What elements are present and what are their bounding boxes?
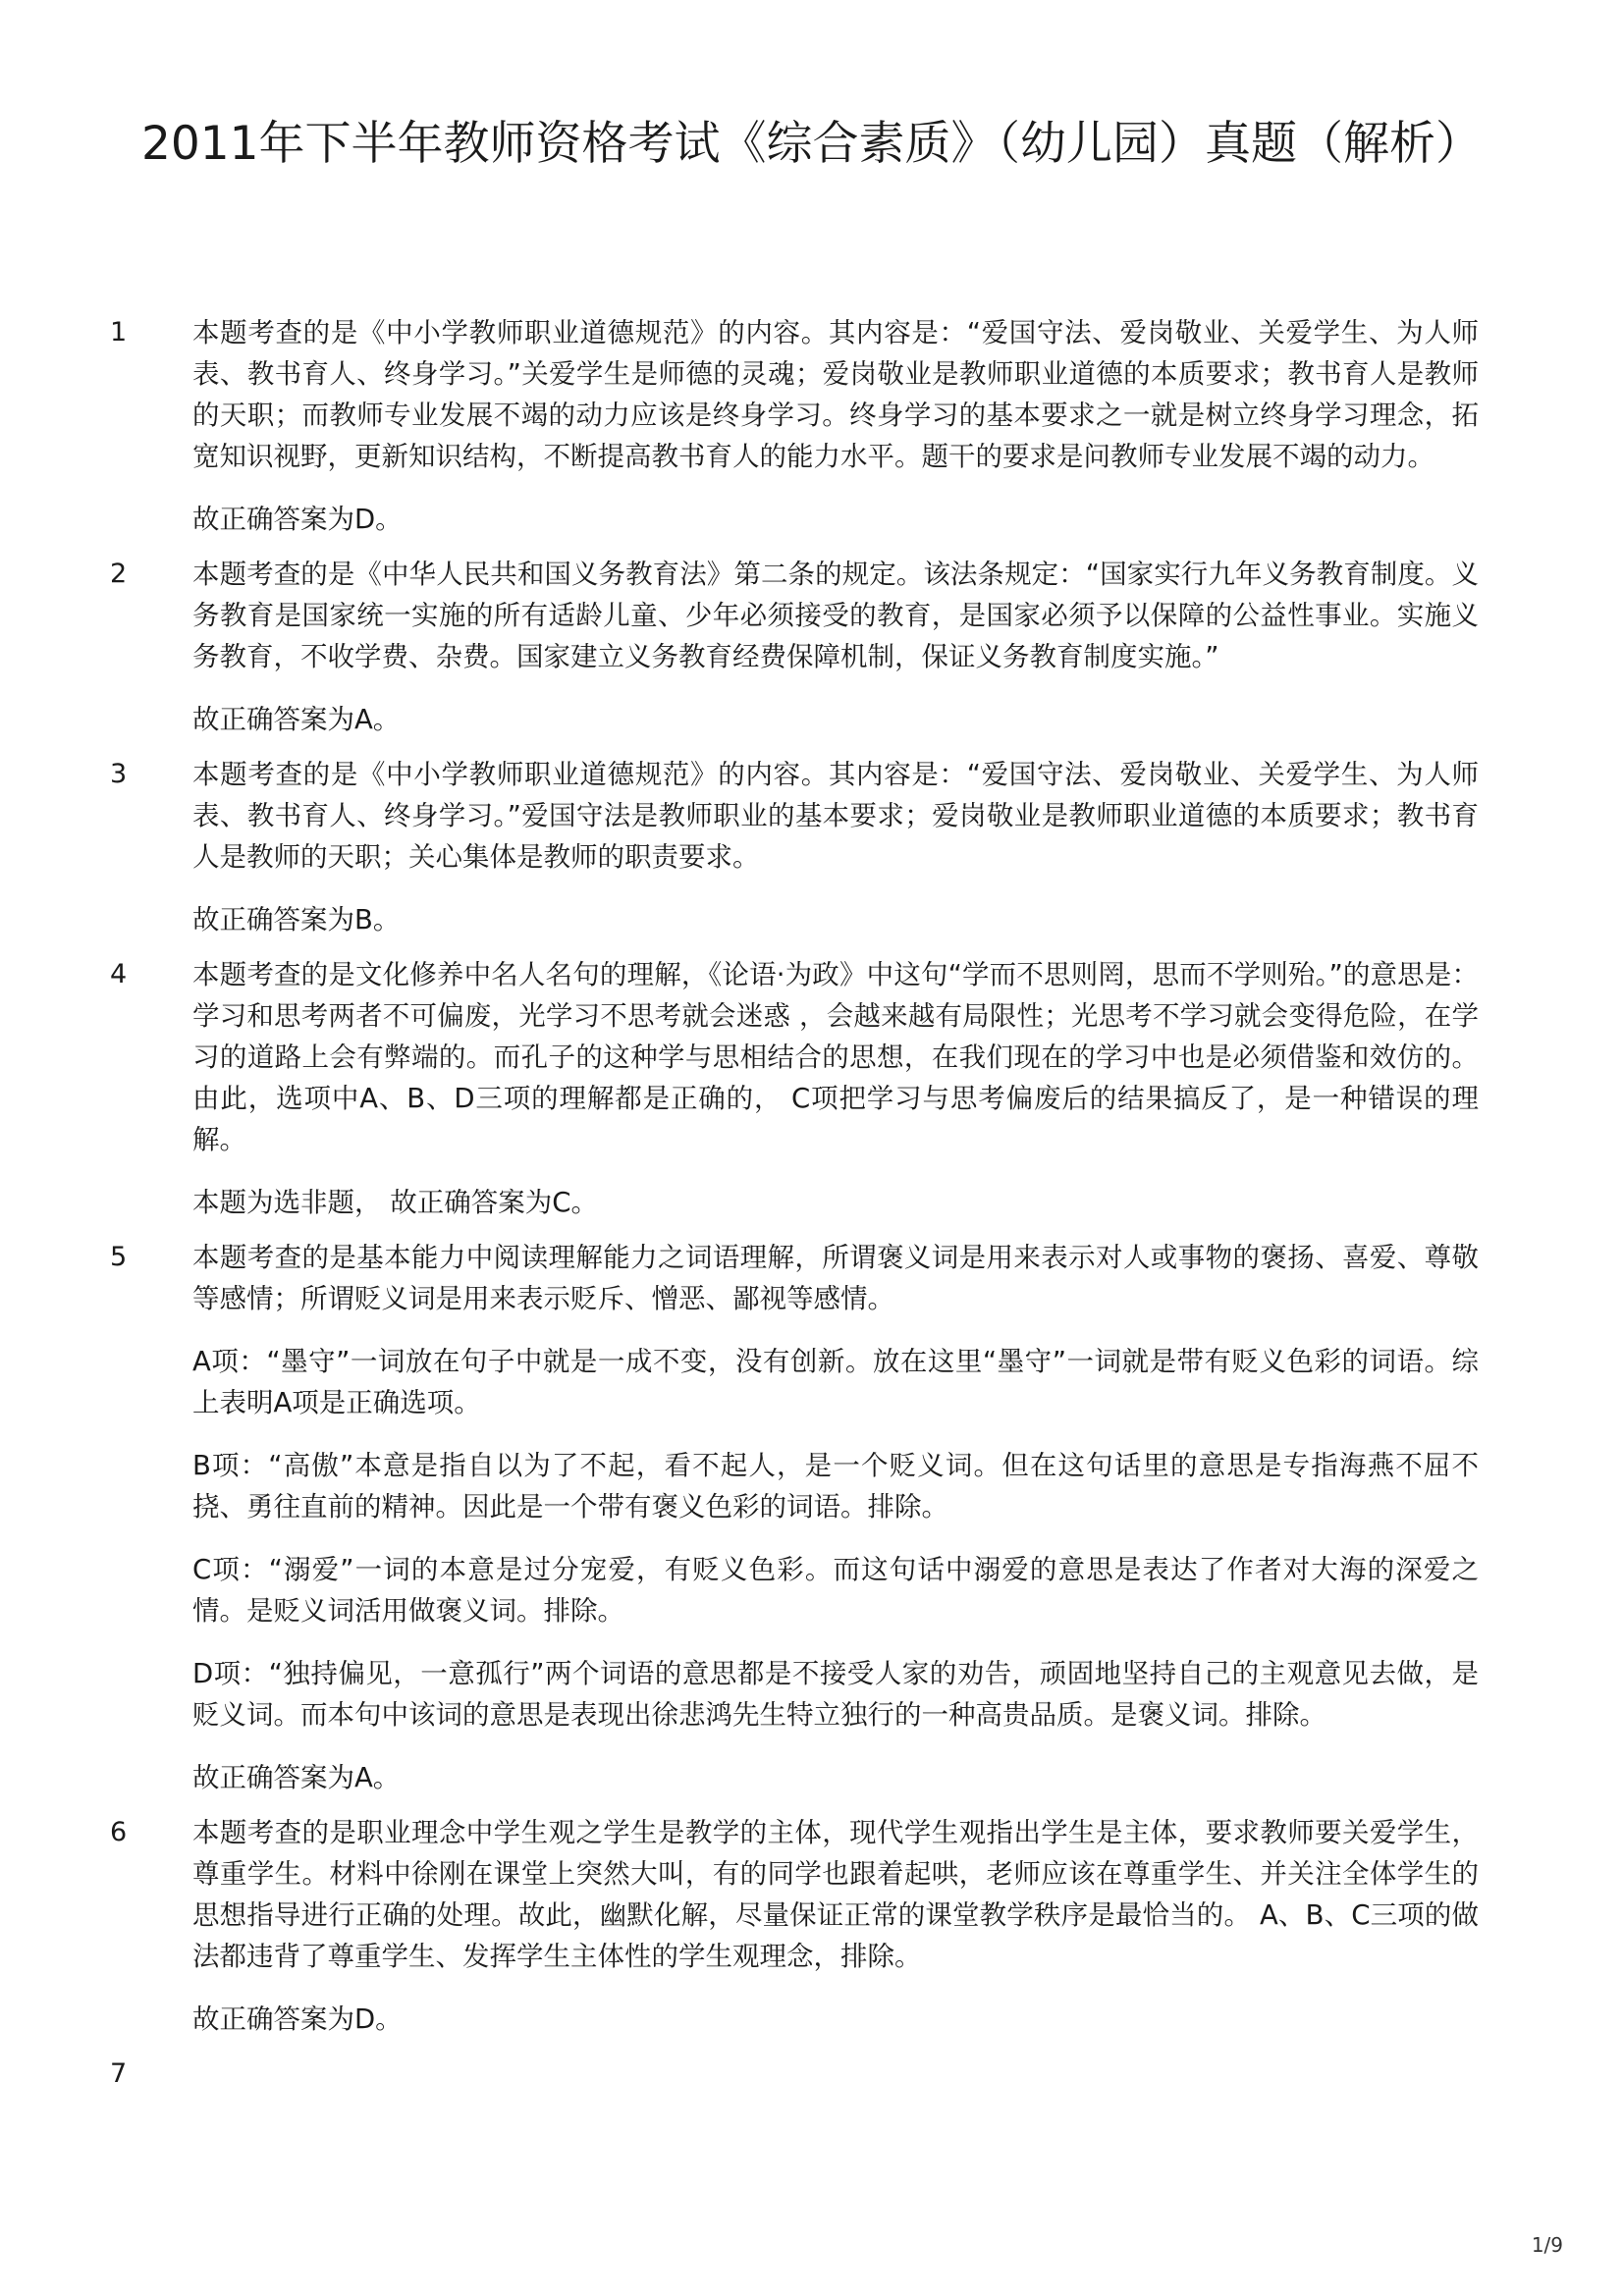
question-number: 5 [110,1242,128,1272]
document-title: 2011年下半年教师资格考试《综合素质》（幼儿园）真题（解析） [140,117,1483,171]
explanation-paragraph: 本题为选非题， 故正确答案为C。 [192,1187,598,1218]
question-explanation [192,2054,1479,2095]
explanation-paragraph: 本题考查的是文化修养中名人名句的理解，《论语·为政》中这句“学而不思则罔，思而不学则殆。”的意思是：学习和思考两者不可偏废，光学习不思考就会迷惑 ，会越来越有局限性；光思考不学习就会变得危险，在学习的道路上会有弊端的。而孔子的这种学与思相结合的思想，在我们现在的学习中也是必须借鉴和效仿的。由此，选项中A、B、D三项的理解都是正确的， C项把学习与思考偏废后的结果搞反了，是一种错误的理解。 [192,959,1479,1155]
question-number: 3 [110,759,128,789]
question-item [0,754,1623,940]
question-explanation [192,554,1479,740]
question-number: 6 [110,1817,128,1847]
question-list [0,312,1623,2109]
page-number: 1/9 [1531,2233,1563,2257]
question-item [0,2054,1623,2095]
question-explanation [192,954,1479,1223]
question-item [0,1812,1623,2040]
question-explanation [192,754,1479,940]
explanation-paragraph: 本题考查的是《中华人民共和国义务教育法》第二条的规定。该法条规定：“国家实行九年义务教育制度。义务教育是国家统一实施的所有适龄儿童、少年必须接受的教育，是国家必须予以保障的公益性事业。实施义务教育，不收学费、杂费。国家建立义务教育经费保障机制，保证义务教育制度实施。” [192,559,1479,672]
explanation-paragraph: 故正确答案为D。 [192,504,403,535]
question-number: 4 [110,959,128,989]
explanation-paragraph: 本题考查的是职业理念中学生观之学生是教学的主体，现代学生观指出学生是主体，要求教师要关爱学生，尊重学生。材料中徐刚在课堂上突然大叫，有的同学也跟着起哄，老师应该在尊重学生、并关注全体学生的思想指导进行正确的处理。故此，幽默化解，尽量保证正常的课堂教学秩序是最恰当的。 A、B、C三项的做法都违背了尊重学生、发挥学生主体性的学生观理念，排除。 [192,1817,1479,1972]
question-item [0,554,1623,740]
explanation-paragraph: A项：“墨守”一词放在句子中就是一成不变，没有创新。放在这里“墨守”一词就是带有贬义色彩的词语。综上表明A项是正确选项。 [192,1346,1479,1418]
question-number: 1 [110,317,128,347]
question-item [0,312,1623,540]
explanation-paragraph: 故正确答案为D。 [192,2003,403,2035]
question-explanation [192,1237,1479,1798]
question-number: 7 [110,2058,128,2089]
question-explanation [192,312,1479,540]
explanation-paragraph: 故正确答案为A。 [192,1762,401,1793]
explanation-paragraph: D项：“独持偏见，一意孤行”两个词语的意思都是不接受人家的劝告，顽固地坚持自己的主观意见去做，是贬义词。而本句中该词的意思是表现出徐悲鸿先生特立独行的一种高贵品质。是褒义词。排除。 [192,1658,1479,1731]
explanation-paragraph: 本题考查的是《中小学教师职业道德规范》的内容。其内容是：“爱国守法、爱岗敬业、关爱学生、为人师表、教书育人、终身学习。”爱国守法是教师职业的基本要求；爱岗敬业是教师职业道德的本质要求；教书育人是教师的天职；关心集体是教师的职责要求。 [192,759,1479,873]
question-number: 2 [110,559,128,589]
explanation-paragraph: B项：“高傲”本意是指自以为了不起，看不起人，是一个贬义词。但在这句话里的意思是专指海燕不屈不挠、勇往直前的精神。因此是一个带有褒义色彩的词语。排除。 [192,1450,1479,1522]
explanation-paragraph: 故正确答案为B。 [192,904,401,935]
explanation-paragraph: 本题考查的是基本能力中阅读理解能力之词语理解，所谓褒义词是用来表示对人或事物的褒扬、喜爱、尊敬等感情；所谓贬义词是用来表示贬斥、憎恶、鄙视等感情。 [192,1242,1479,1314]
question-explanation [192,1812,1479,2040]
explanation-paragraph: 故正确答案为A。 [192,704,401,735]
question-item [0,954,1623,1223]
explanation-paragraph: 本题考查的是《中小学教师职业道德规范》的内容。其内容是：“爱国守法、爱岗敬业、关爱学生、为人师表、教书育人、终身学习。”关爱学生是师德的灵魂；爱岗敬业是教师职业道德的本质要求；教书育人是教师的天职；而教师专业发展不竭的动力应该是终身学习。终身学习的基本要求之一就是树立终身学习理念，拓宽知识视野，更新知识结构，不断提高教书育人的能力水平。题干的要求是问教师专业发展不竭的动力。 [192,317,1479,472]
question-item [0,1237,1623,1798]
explanation-paragraph: C项：“溺爱”一词的本意是过分宠爱，有贬义色彩。而这句话中溺爱的意思是表达了作者对大海的深爱之情。是贬义词活用做褒义词。排除。 [192,1554,1479,1627]
